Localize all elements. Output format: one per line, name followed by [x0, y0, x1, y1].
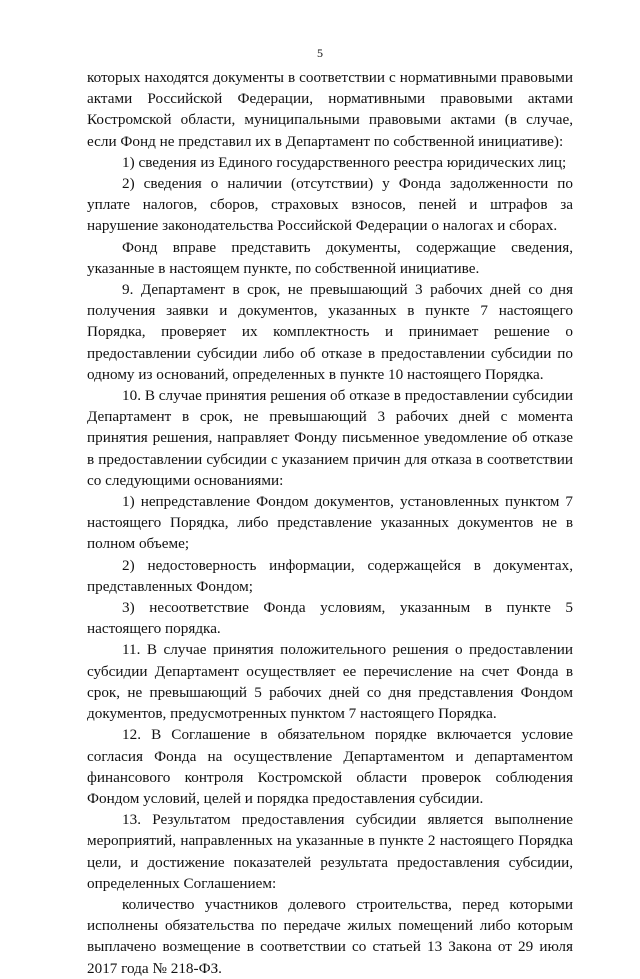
paragraph-clause-12: 12. В Соглашение в обязательном порядке включается условие согласия Фонда на осуществление Департаментом и департаментом финансового контроля Костромской области проверок соблюдения Фондом условий, целей и порядка предоставления субсидии. — [87, 726, 573, 807]
paragraph-clause-10: 10. В случае принятия решения об отказе в предоставлении субсидии Департамент в срок, не превышающий 3 рабочих дней с момента принятия решения, направляет Фонду письменное уведомление об отказе в предоставлении субсидии с указанием причин для отказа в соответствии со следующими основаниями: — [87, 387, 573, 489]
page-number: 5 — [317, 46, 323, 60]
paragraph-result-indicator: количество участников долевого строительства, перед которыми исполнены обязательства по передаче жилых помещений либо которым выплачено возмещение в соответствии со статьей 13 Закона от 29 июля 2017 года № 218-ФЗ. — [87, 895, 573, 977]
paragraph-refusal-reason-1: 1) непредставление Фондом документов, установленных пунктом 7 настоящего Порядка, либо представление указанных документов не в полном объеме; — [87, 493, 573, 553]
paragraph-clause-11: 11. В случае принятия положительного решения о предоставлении субсидии Департамент осуществляет ее перечисление на счет Фонда в срок, не превышающий 5 рабочих дней со дня представления Фондом документов, предусмотренных пунктом 7 настоящего Порядка. — [87, 641, 573, 723]
document-body — [87, 67, 573, 979]
paragraph-clause-9: 9. Департамент в срок, не превышающий 3 рабочих дней со дня получения заявки и документов, указанных в пункте 7 настоящего Порядка, проверяет их комплектность и принимает решение о предоставлении субсидии либо об отказе в предоставлении субсидии по одному из оснований, определенных в пункте 10 настоящего Порядка. — [87, 281, 573, 383]
paragraph-item-tax-debt: 2) сведения о наличии (отсутствии) у Фонда задолженности по уплате налогов, сборов, страховых взносов, пеней и штрафов за нарушение законодательства Российской Федерации о налогах и сборах. — [87, 175, 573, 235]
paragraph-fund-right: Фонд вправе представить документы, содержащие сведения, указанные в настоящем пункте, по собственной инициативе. — [87, 238, 573, 277]
paragraph-intro-continuation: которых находятся документы в соответствии с нормативными правовыми актами Российской Федерации, нормативными правовыми актами Костромской области, муниципальными правовыми актами (в случае, если Фонд не представил их в Департамент по собственной инициативе): — [87, 69, 573, 150]
paragraph-refusal-reason-3: 3) несоответствие Фонда условиям, указанным в пункте 5 настоящего порядка. — [87, 599, 573, 638]
paragraph-refusal-reason-2: 2) недостоверность информации, содержащейся в документах, представленных Фондом; — [87, 556, 573, 595]
paragraph-item-egrul: 1) сведения из Единого государственного реестра юридических лиц; — [122, 153, 567, 171]
paragraph-clause-13: 13. Результатом предоставления субсидии является выполнение мероприятий, направленных на указанные в пункте 2 настоящего Порядка цели, и достижение показателей результата предоставления субсидии, определенных Соглашением: — [87, 811, 573, 892]
